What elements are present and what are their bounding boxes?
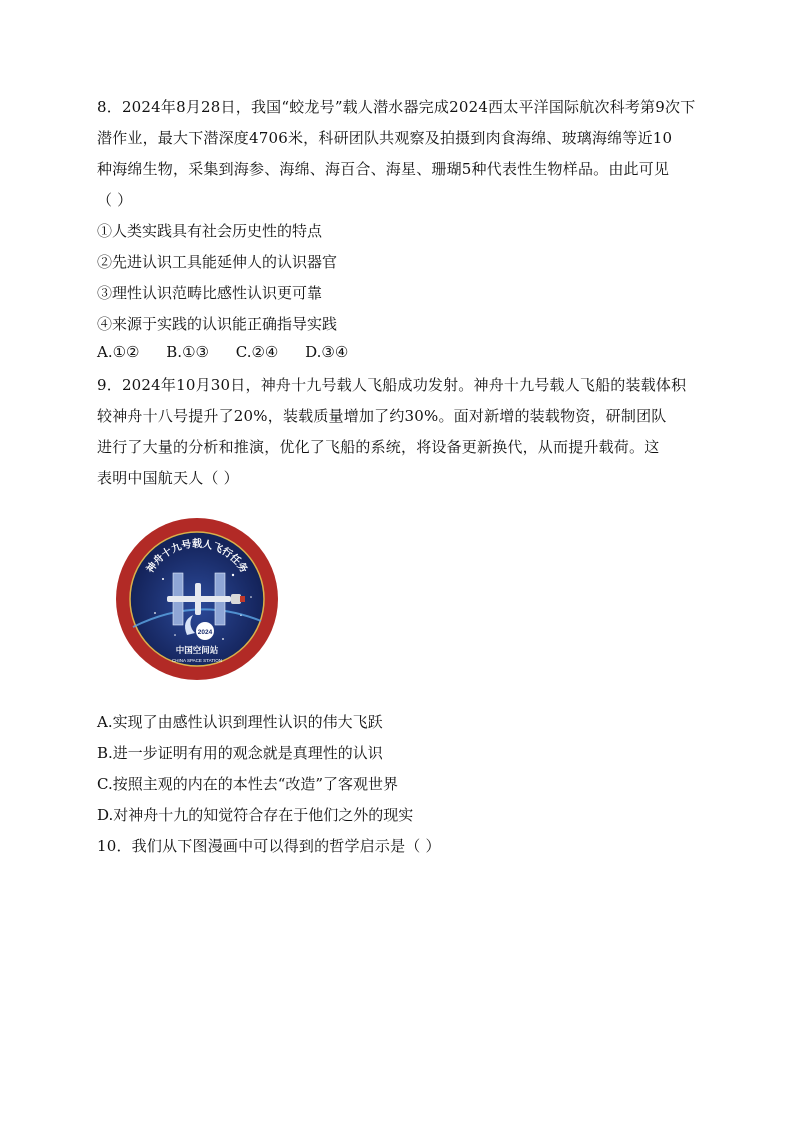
q9-option-c: C.按照主观的内在的本性去“改造”了客观世界 bbox=[97, 775, 399, 793]
q9-option-d: D.对神舟十九的知觉符合存在于他们之外的现实 bbox=[97, 806, 414, 824]
q9-line-4: 表明中国航天人（ ） bbox=[97, 469, 239, 487]
badge-year: 2024 bbox=[197, 629, 213, 636]
q8-line-1: 8．2024年8月28日，我国“蛟龙号”载人潜水器完成2024西太平洋国际航次科考第9次下 bbox=[97, 98, 696, 116]
badge-top-text: 神舟十九号载人飞行任务 bbox=[144, 539, 250, 576]
badge-bottom-cn: 中国空间站 bbox=[175, 646, 219, 656]
q8-statement-2: ②先进认识工具能延伸人的认识器官 bbox=[97, 253, 338, 271]
q8-line-2: 潜作业，最大下潜深度4706米，科研团队共观察及拍摄到肉食海绵、玻璃海绵等近10 bbox=[97, 129, 673, 147]
q9-line-2: 较神舟十八号提升了20%，装载质量增加了约30%。面对新增的装载物资，研制团队 bbox=[97, 407, 667, 425]
q8-statement-4: ④来源于实践的认识能正确指导实践 bbox=[97, 315, 338, 333]
q8-statement-1: ①人类实践具有社会历史性的特点 bbox=[97, 222, 323, 240]
q8-option-c: C.②④ bbox=[235, 343, 279, 361]
q9-line-3: 进行了大量的分析和推演，优化了飞船的系统，将设备更新换代，从而提升载荷。这 bbox=[97, 438, 660, 456]
q9-option-a: A.实现了由感性认识到理性认识的伟大飞跃 bbox=[97, 713, 383, 731]
q8-line-3: 种海绵生物，采集到海参、海绵、海百合、海星、珊瑚5种代表性生物样品。由此可见 bbox=[97, 160, 670, 178]
q8-line-4: （ ） bbox=[97, 191, 133, 209]
q8-option-a: A.①② bbox=[97, 343, 140, 361]
q10-line: 10．我们从下图漫画中可以得到的哲学启示是（ ） bbox=[97, 837, 441, 855]
q9-option-b: B.进一步证明有用的观念就是真理性的认识 bbox=[97, 744, 383, 762]
q9-line-1: 9．2024年10月30日，神舟十九号载人飞船成功发射。神舟十九号载人飞船的装载体积 bbox=[97, 376, 687, 394]
q8-option-d: D.③④ bbox=[305, 343, 349, 361]
q8-statement-3: ③理性认识范畴比感性认识更可靠 bbox=[97, 284, 323, 302]
badge-bottom-en: CHINA SPACE STATION bbox=[171, 658, 223, 663]
mission-badge-image bbox=[115, 517, 279, 681]
q8-option-b: B.①③ bbox=[166, 343, 209, 361]
q8-options bbox=[97, 342, 370, 362]
